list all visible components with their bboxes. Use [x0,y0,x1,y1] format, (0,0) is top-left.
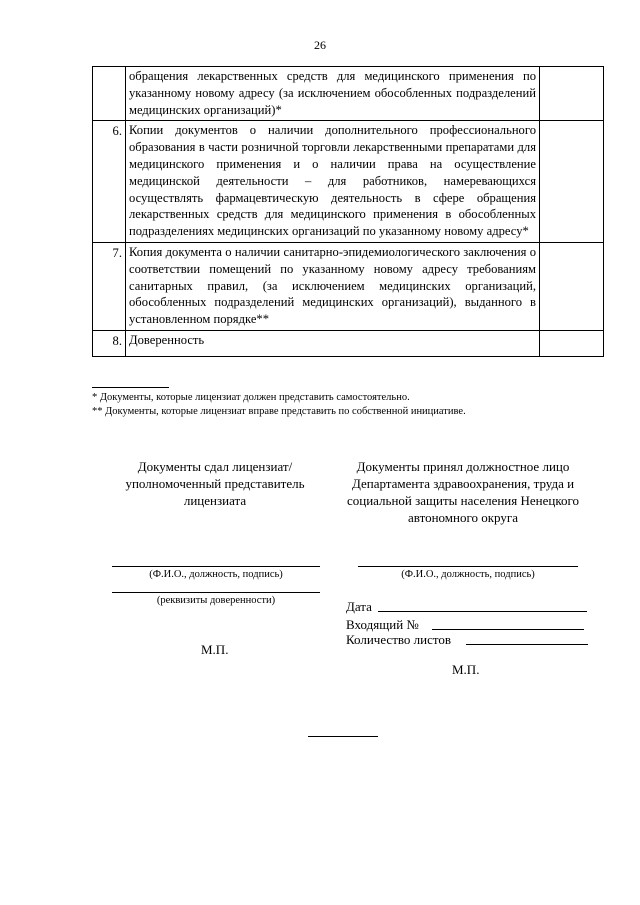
row-number: 8. [93,330,126,356]
footnote-divider [92,387,169,388]
row-text: Копия документа о наличии санитарно-эпидемиологического заключения о соответствии помещений по указанному новому адресу требованиям санитарных правил, (за исключением медицинских организаций, обособленных подразделений медицинских организаций), выданного в установленном порядке** [126,242,540,330]
row-mark-cell [540,330,604,356]
row-mark-cell [540,67,604,121]
submitter-signature-line [112,566,320,567]
incoming-number-label: Входящий № [346,617,419,632]
table-row [93,67,604,121]
footnote-1: * Документы, которые лицензиат должен представить самостоятельно. [92,392,410,403]
submitter-heading: Документы сдал лицензиат/уполномоченный представитель лицензиата [125,459,305,508]
row-mark-cell [540,121,604,243]
end-of-document-line [308,736,378,737]
sheet-count-line [466,644,588,645]
receiver-fio-caption: (Ф.И.О., должность, подпись) [401,569,535,580]
row-text: Доверенность [126,330,540,356]
page-number: 26 [314,38,326,52]
row-number: 7. [93,242,126,330]
row-mark-cell [540,242,604,330]
receiver-heading: Документы принял должностное лицо Департамента здравоохранения, труда и социальной защиты населения Ненецкого автономного округа [346,459,580,525]
date-field-line [378,611,587,612]
date-label: Дата [346,599,372,614]
incoming-number-line [432,629,584,630]
documents-table [92,66,604,357]
receiver-signature-line [358,566,578,567]
table-row [93,242,604,330]
row-text: обращения лекарственных средств для медицинского применения по указанному новому адресу (за исключением обособленных подразделений медицинских организаций)* [126,67,540,121]
table-row [93,121,604,243]
row-text: Копии документов о наличии дополнительного профессионального образования в части розничной торговли лекарственными препаратами для медицинского применения и о наличии права на осуществление медицинской деятельности – для работников, намеревающихся осуществлять фармацевтическую деятельность в сфере обращения лекарственных средств для медицинского применения в обособленных подразделениях медицинских организаций по указанному новому адресу* [126,121,540,243]
row-number [93,67,126,121]
row-number: 6. [93,121,126,243]
sheet-count-label: Количество листов [346,632,452,647]
left-stamp-place: М.П. [201,642,229,657]
table-row [93,330,604,356]
footnote-2: ** Документы, которые лицензиат вправе представить по собственной инициативе. [92,406,466,417]
submitter-fio-caption: (Ф.И.О., должность, подпись) [149,569,283,580]
proxy-details-caption: (реквизиты доверенности) [156,595,276,606]
right-stamp-place: М.П. [452,662,480,677]
proxy-details-line [112,592,320,593]
